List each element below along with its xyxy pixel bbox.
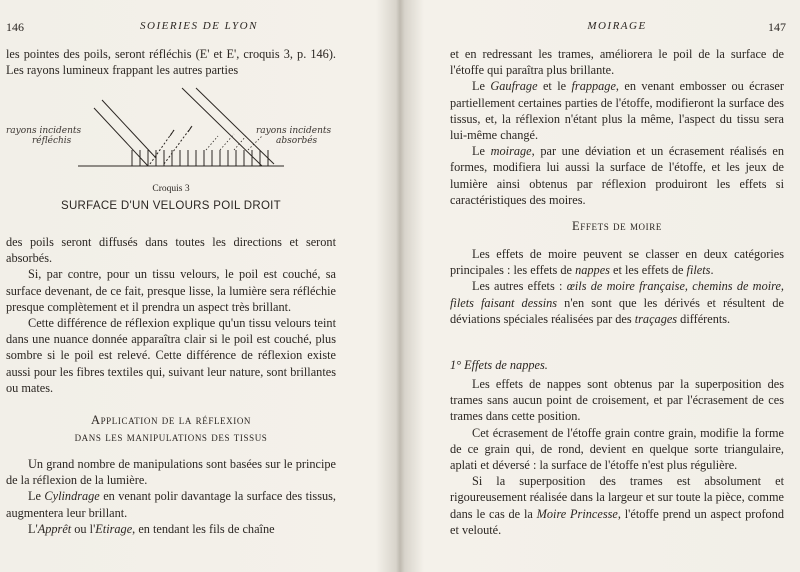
paragraph: [6, 521, 336, 537]
text-run: ou l': [71, 521, 96, 536]
term-frappage: frappage: [571, 79, 616, 94]
paragraph: [450, 78, 784, 143]
diffused-rays: [206, 134, 262, 150]
text-run: L': [28, 521, 38, 536]
paragraph: les pointes des poils, seront réfléchis (E' et E', croquis 3, p. 146). Les rayons lumineux frappant les autres parties: [6, 47, 336, 78]
label-absorbed: absorbés: [276, 136, 318, 146]
text-run: Si la superposition des trames est absolument et rigoureusement réalisée dans la largeur et sur toute la pièce, comme dans le cas de la: [450, 474, 784, 521]
heading-line-1: Application de la réflexion: [90, 413, 252, 427]
right-body-text: [450, 46, 784, 208]
right-page-number: 147: [768, 20, 786, 34]
figure-croquis-3: [6, 86, 336, 226]
paragraph: Si, par contre, pour un tissu velours, le poil est couché, sa surface devenant, de ce fait, presque lisse, la lumière sera réfléchie presque complètement et il prendra un aspect très brillant.: [6, 267, 336, 314]
paragraph: [450, 473, 784, 538]
paragraph: Les effets de nappes sont obtenus par la superposition des trames sans aucun point de croisement, et par l'écrasement de ces trames dans cette position.: [450, 377, 784, 424]
right-running-title: MOIRAGE: [587, 20, 647, 32]
section-heading-effets: Effets de moire: [572, 219, 662, 233]
text-run: et les effets de: [609, 263, 687, 278]
text-run: , par une déviation et un écrasement réalisés en formes, modifiera lui aussi la surface de l'étoffe, et les jeux de lumière ainsi obtenus par réflexion produiront les effets si caractéristiques des moires.: [450, 144, 785, 207]
label-incident-right: rayons incidents: [256, 126, 332, 136]
section-heading-application: [6, 412, 336, 446]
arrow-head: [170, 130, 174, 136]
paragraph: Un grand nombre de manipulations sont basées sur le principe de la réflexion de la lumière.: [6, 457, 336, 488]
text-run: , en venant embosser ou écraser partiellement certaines parties de l'étoffe, modifieront la surface des tissus, et, la réflexion n'étant plus la même, l'aspect du tissu sera lui-même changé.: [450, 79, 784, 143]
text-run: et le: [537, 79, 572, 94]
text-run: n'en sont que les dérivés et résultent de déviations spéciales réalisées par des: [450, 295, 784, 326]
paragraph: [6, 488, 336, 520]
text-run: .: [710, 263, 714, 278]
left-page-number: 146: [6, 20, 24, 34]
paragraph: [450, 278, 784, 327]
term-appret: Apprêt: [37, 521, 72, 536]
label-incident-left: rayons incidents: [6, 126, 82, 136]
term-moire-princesse: Moire Princesse: [536, 506, 618, 521]
paragraph: Cette différence de réflexion explique qu'un tissu velours teint dans une nuance donnée apparaîtra clair si le poil est couché, plus sombre si le poil est relevé. Cette différence de réflexion existe aussi pour les fibres textiles qui, suivant leur nature, sont brillantes ou mates.: [6, 316, 336, 395]
right-page: [402, 0, 800, 572]
text-run: Le: [472, 144, 491, 159]
term-nappes: nappes: [575, 263, 610, 278]
term-tracages: traçages: [634, 311, 678, 326]
paragraph: [450, 143, 784, 208]
text-run: différents.: [677, 311, 731, 326]
figure-caption-title: SURFACE D'UN VELOURS POIL DROIT: [60, 200, 282, 212]
text-run: Le: [28, 489, 45, 504]
right-running-head: [402, 20, 800, 36]
term-filets: filets: [686, 263, 711, 278]
left-running-title: SOIERIES DE LYON: [140, 20, 258, 32]
text-run: , l'étoffe prend un aspect profond et velouté.: [450, 506, 785, 537]
paragraph: et en redressant les trames, améliorera le poil de la surface de l'étoffe qui paraîtra plus brillante.: [450, 47, 784, 78]
incident-ray: [182, 88, 262, 166]
text-run: Les autres effets :: [472, 279, 567, 294]
heading-line-2: dans les manipulations des tissus: [74, 430, 268, 444]
left-paragraph-top: [6, 46, 336, 78]
right-body-text-middle: [450, 246, 784, 327]
left-page: [0, 0, 398, 572]
term-etirage: Etirage: [95, 521, 133, 536]
subheading-nappes: 1° Effets de nappes.: [450, 358, 548, 372]
arrow-head: [188, 126, 192, 132]
term-gaufrage: Gaufrage: [490, 79, 538, 94]
term-derives: œils de moire française, chemins de moire, filets faisant dessins: [450, 279, 784, 310]
text-run: , en tendant les fils de chaîne: [132, 521, 275, 536]
left-running-head: [0, 20, 398, 36]
left-body-text: [6, 234, 336, 396]
label-reflected: réfléchis: [32, 136, 72, 146]
paragraph: Cet écrasement de l'étoffe grain contre grain, modifie la forme de ce grain qui, de rond, devient en quelque sorte triangulaire, aplati et déversé : la surface de l'étoffe n'est plus régulière.: [450, 425, 784, 473]
term-cylindrage: Cylindrage: [44, 489, 100, 504]
text-run: Le: [472, 79, 491, 94]
text-run: Les effets de moire peuvent se classer en deux catégories principales : les effets de: [450, 247, 784, 278]
text-run: en venant polir davantage la surface des tissus, augmentera leur brillant.: [6, 489, 336, 520]
right-body-text-lower: [450, 376, 784, 538]
left-body-text-lower: [6, 456, 336, 537]
incident-ray: [102, 100, 156, 158]
paragraph: des poils seront diffusés dans toutes les directions et seront absorbés.: [6, 235, 336, 266]
term-moirage: moirage: [490, 144, 532, 159]
figure-caption-small: Croquis 3: [152, 184, 190, 194]
paragraph: [450, 246, 784, 278]
